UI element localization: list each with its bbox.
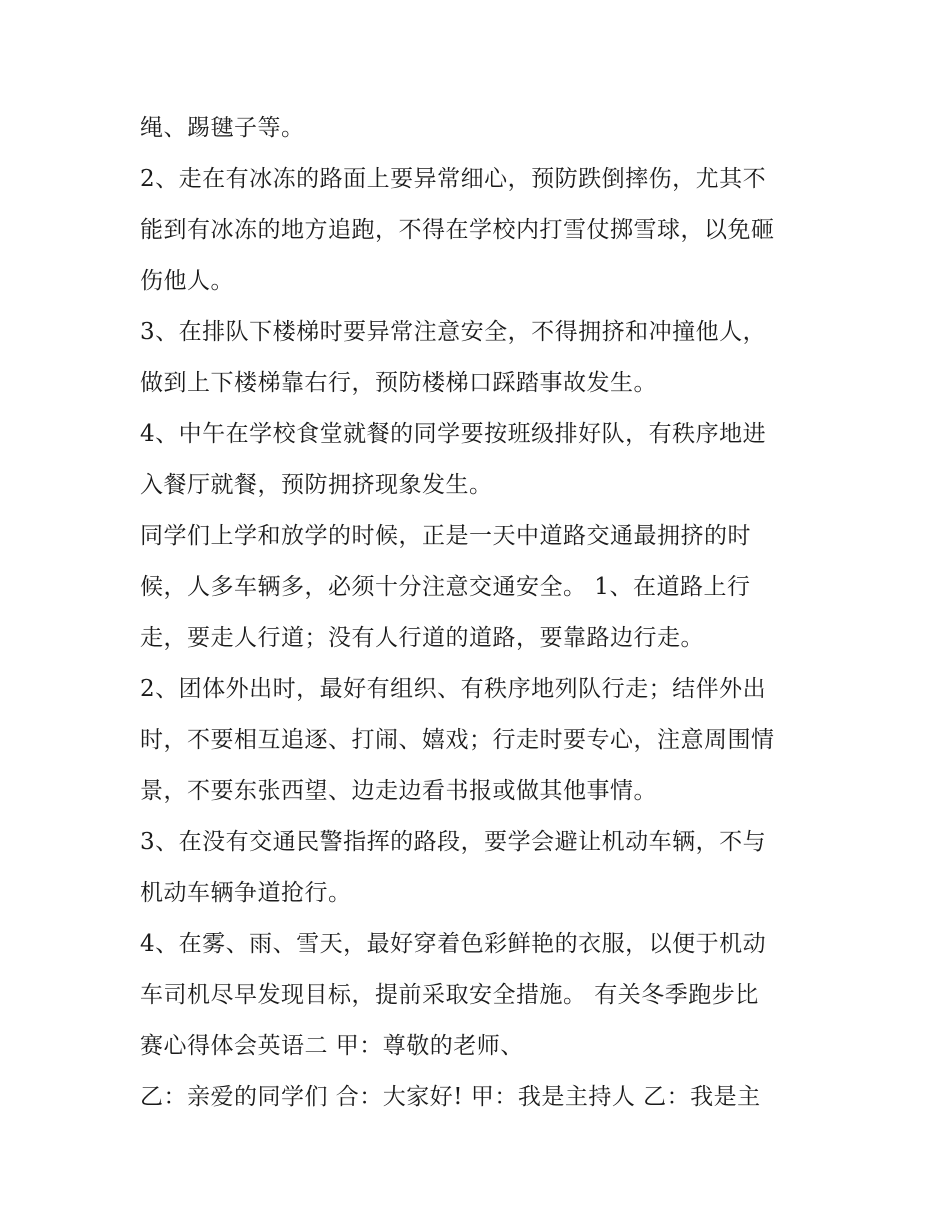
- text-line: 2、走在有冰冻的路面上要异常细心，预防跌倒摔伤，尤其不: [140, 166, 767, 192]
- text-line: 4、在雾、雨、雪天，最好穿着色彩鲜艳的衣服，以便于机动: [140, 931, 767, 957]
- text-line: 2、团体外出时，最好有组织、有秩序地列队行走；结伴外出: [140, 676, 767, 702]
- text-line: 做到上下楼梯靠右行，预防楼梯口踩踏事故发生。: [140, 370, 657, 396]
- text-line: 走，要走人行道；没有人行道的道路，要靠路边行走。: [140, 625, 704, 651]
- text-line: 候，人多车辆多，必须十分注意交通安全。 1、在道路上行: [140, 574, 751, 600]
- body-text: [140, 103, 820, 1123]
- text-line: 时，不要相互追逐、打闹、嬉戏；行走时要专心，注意周围情: [140, 727, 775, 753]
- text-line: 伤他人。: [140, 268, 234, 294]
- text-line: 3、在没有交通民警指挥的路段，要学会避让机动车辆，不与: [140, 829, 767, 855]
- text-line: 3、在排队下楼梯时要异常注意安全，不得拥挤和冲撞他人，: [140, 319, 767, 345]
- text-line: 景，不要东张西望、边走边看书报或做其他事情。: [140, 778, 657, 804]
- text-line: 4、中午在学校食堂就餐的同学要按班级排好队，有秩序地进: [140, 421, 767, 447]
- text-line: 车司机尽早发现目标，提前采取安全措施。 有关冬季跑步比: [140, 982, 759, 1008]
- text-line: 乙：亲爱的同学们 合：大家好! 甲：我是主持人 乙：我是主: [140, 1084, 761, 1110]
- text-line: 绳、踢毽子等。: [140, 115, 305, 141]
- text-line: 赛心得体会英语二 甲：尊敬的老师、: [140, 1033, 524, 1059]
- text-line: 入餐厅就餐，预防拥挤现象发生。: [140, 472, 493, 498]
- text-line: 能到有冰冻的地方追跑，不得在学校内打雪仗掷雪球，以免砸: [140, 217, 775, 243]
- text-line: 同学们上学和放学的时候，正是一天中道路交通最拥挤的时: [140, 523, 751, 549]
- text-line: 机动车辆争道抢行。: [140, 880, 352, 906]
